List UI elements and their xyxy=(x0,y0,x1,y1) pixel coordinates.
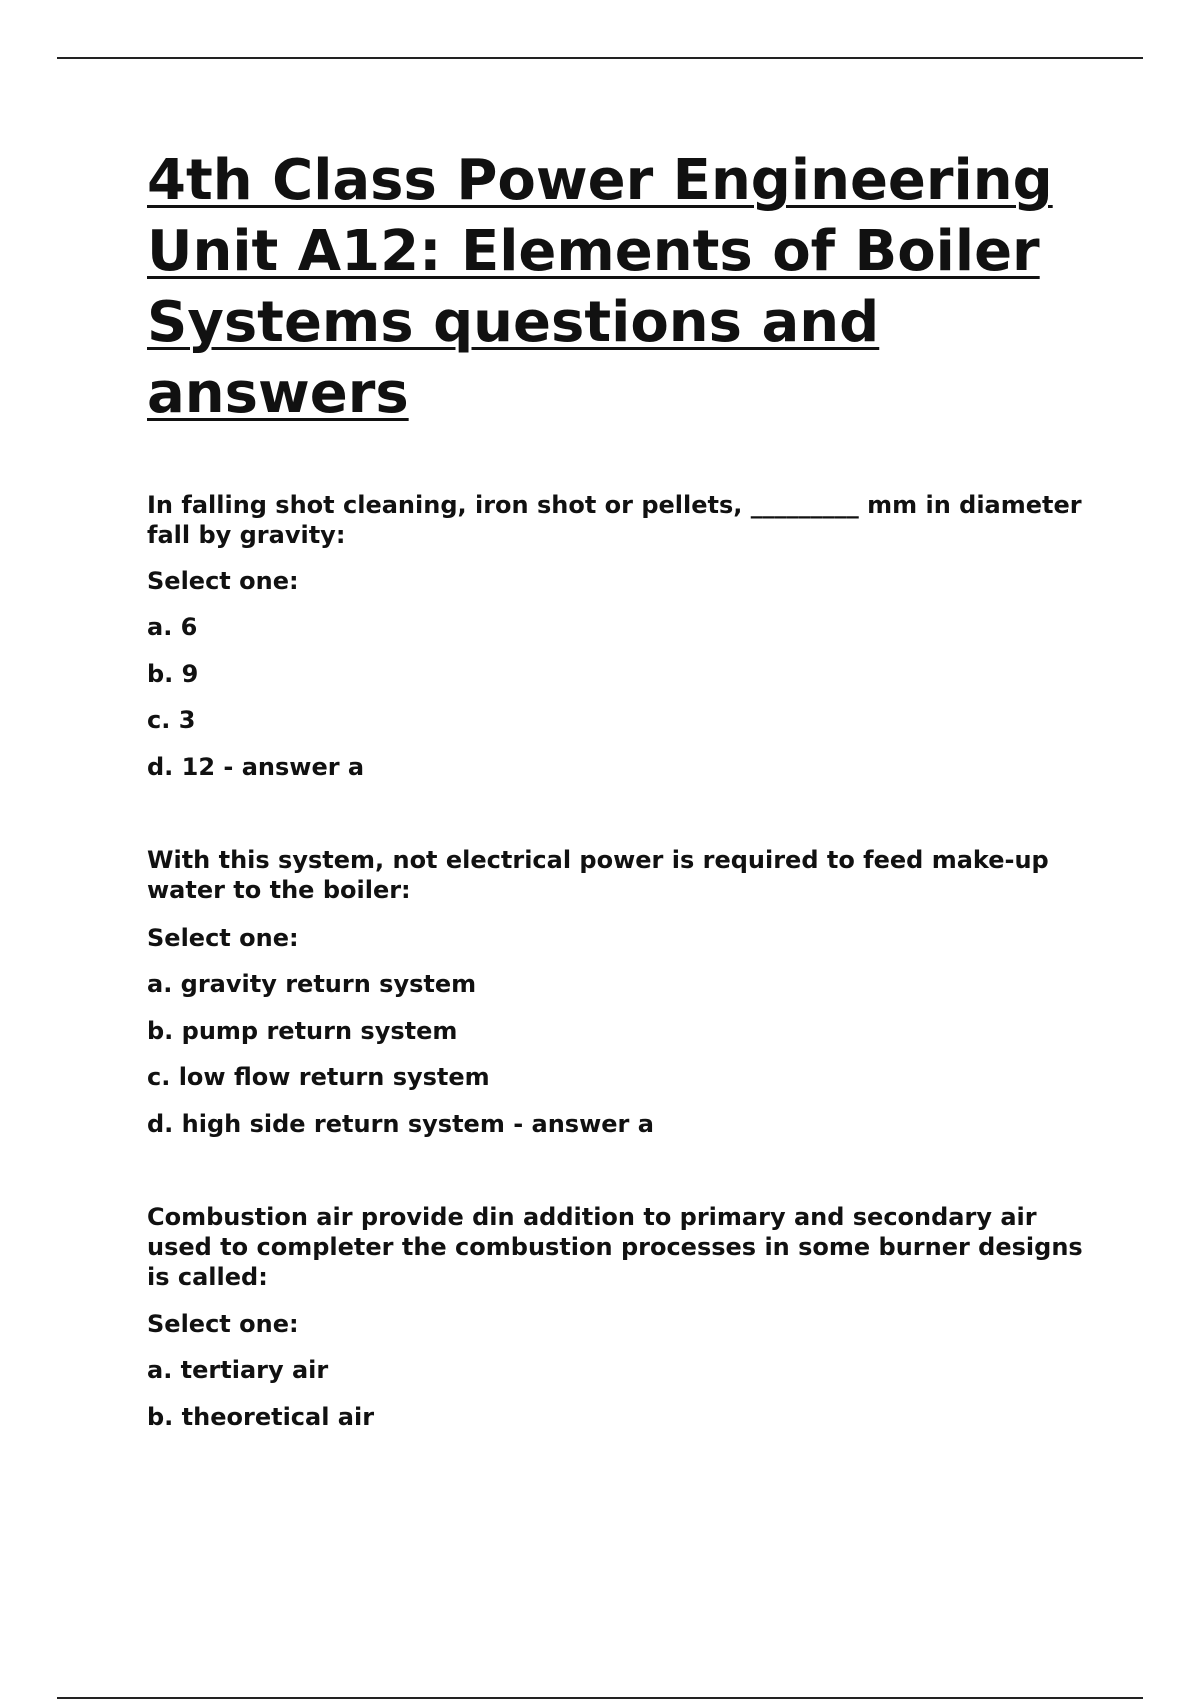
option-c: c. 3 xyxy=(147,706,196,734)
question-block-1 xyxy=(147,490,1107,781)
question-block-2 xyxy=(147,845,1107,1138)
question-block-3 xyxy=(147,1202,1107,1431)
option-a: a. tertiary air xyxy=(147,1356,329,1384)
option-d: d. high side return system - answer a xyxy=(147,1110,654,1138)
select-one-label: Select one: xyxy=(147,1310,299,1338)
option-a: a. gravity return system xyxy=(147,970,477,998)
question-text: In falling shot cleaning, iron shot or pellets, _________ mm in diameter fall by gravity: xyxy=(147,491,1082,549)
option-b: b. theoretical air xyxy=(147,1403,375,1431)
option-b: b. 9 xyxy=(147,660,199,688)
option-d: d. 12 - answer a xyxy=(147,753,365,781)
question-text: Combustion air provide din addition to primary and secondary air used to completer the combustion processes in some burner designs is called: xyxy=(147,1203,1083,1291)
option-b: b. pump return system xyxy=(147,1017,458,1045)
select-one-label: Select one: xyxy=(147,924,299,952)
question-text: With this system, not electrical power is required to feed make-up water to the boiler: xyxy=(147,846,1049,904)
top-rule xyxy=(57,57,1143,59)
option-c: c. low flow return system xyxy=(147,1063,490,1091)
option-a: a. 6 xyxy=(147,613,198,641)
bottom-rule xyxy=(57,1697,1143,1699)
page-title: 4th Class Power Engineering Unit A12: Elements of Boiler Systems questions and answers xyxy=(147,148,1053,426)
select-one-label: Select one: xyxy=(147,567,299,595)
document-body xyxy=(147,145,1107,1431)
